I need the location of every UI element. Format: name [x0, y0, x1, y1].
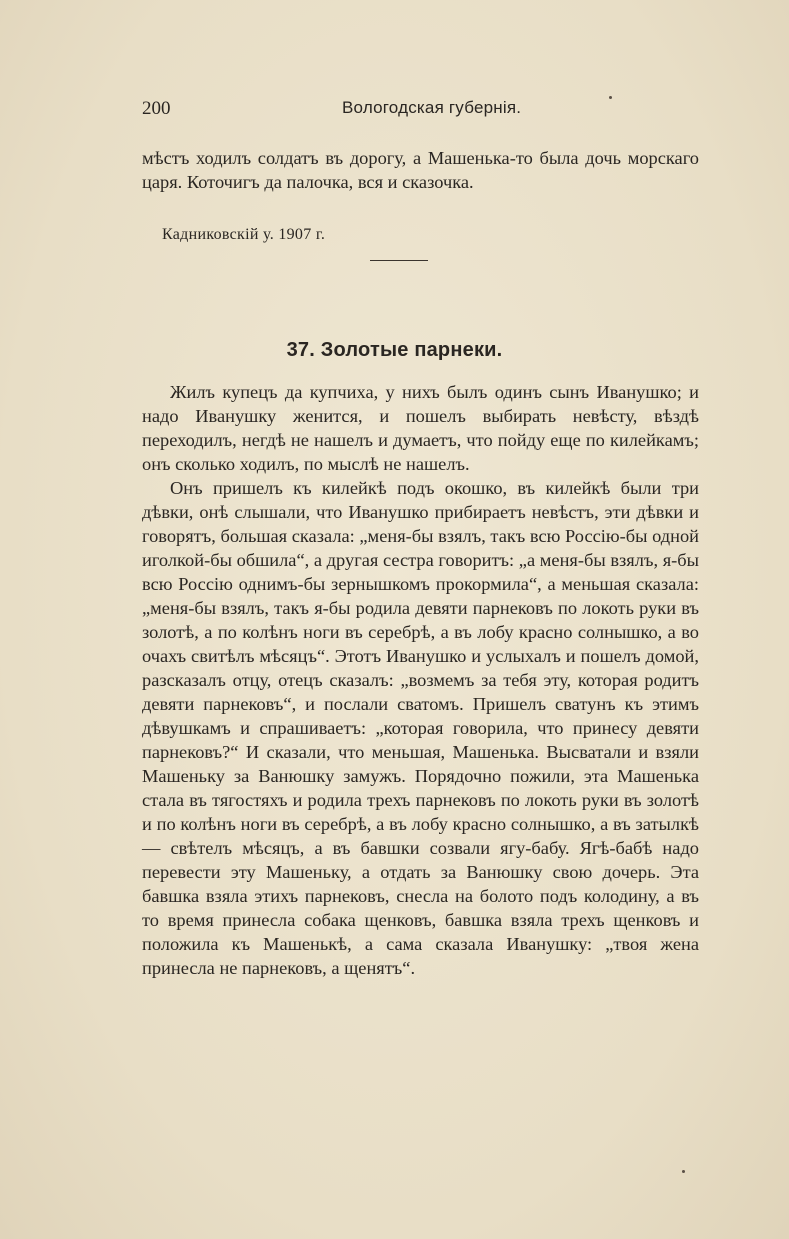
- story-source-signature: Кадниковскій у. 1907 г.: [162, 226, 326, 243]
- ending-paragraph: мѣстъ ходилъ солдатъ въ дорогу, а Машенька-то была дочь морскаго царя. Коточигъ да палочка, вся и сказочка.: [142, 148, 699, 192]
- paper-speck: [682, 1170, 685, 1173]
- paper-speck: [609, 96, 612, 99]
- page-number: 200: [142, 98, 171, 119]
- story-paragraph-2: Онъ пришелъ къ килейкѣ подъ окошко, въ килейкѣ были три дѣвки, онѣ слышали, что Иванушко прибираетъ невѣстъ, эти дѣвки и говорятъ, большая сказала: „меня-бы взялъ, такъ всю Россію-бы одной иголкой-бы обшила“, а другая сестра говоритъ: „а меня-бы взялъ, я-бы всю Россію однимъ-бы зернышкомъ прокормила“, а меньшая сказала: „меня-бы взялъ, такъ я-бы родила девяти парнековъ по локоть руки въ золотѣ, а по колѣнъ ноги въ серебрѣ, а въ лобу красно солнышко, а во очахъ свитѣлъ мѣсяцъ“. Этотъ Иванушко и услыхалъ и пошелъ домой, разсказалъ отцу, отецъ сказалъ: „возмемъ за тебя эту, которая родитъ девяти парнековъ“, и послали сватомъ. Пришелъ сватунъ къ этимъ дѣвушкамъ и спрашиваетъ: „которая говорила, что принесу девяти парнековъ?“ И сказали, что меньшая, Машенька. Высватали и взяли Машеньку за Ванюшку замужъ. Порядочно пожили, эта Машенька стала въ тягостяхъ и родила трехъ парнековъ по локоть руки въ золотѣ и по колѣнъ ноги въ серебрѣ, а въ лобу красно солнышко, а въ затылкѣ — свѣтелъ мѣсяцъ, а въ бавшки созвали ягу-бабу. Ягѣ-бабѣ надо перевести эту Машеньку, а отдать за Ванюшку свою дочерь. Эта бавшка взяла этихъ парнековъ, снесла на болото подъ колодину, а въ то время принесла собака щенковъ, бавшка взяла трехъ щенковъ и положила къ Машенькѣ, а сама сказала Иванушку: „твоя жена принесла не парнековъ, а щенятъ“.: [142, 478, 699, 978]
- running-head: Вологодская губернія.: [342, 98, 522, 117]
- page-header: [142, 98, 662, 128]
- previous-story-ending: [142, 146, 699, 194]
- story-body: [142, 380, 699, 980]
- section-divider: [370, 260, 428, 261]
- story-paragraph-1: Жилъ купецъ да купчиха, у нихъ былъ одинъ сынъ Иванушко; и надо Иванушку женится, и пошелъ выбирать невѣсту, вѣздѣ переходилъ, негдѣ не нашелъ и думаетъ, что пойду еще по килейкамъ; онъ сколько ходилъ, по мыслѣ не нашелъ.: [142, 382, 699, 474]
- story-title: 37. Золотые парнеки.: [286, 339, 503, 361]
